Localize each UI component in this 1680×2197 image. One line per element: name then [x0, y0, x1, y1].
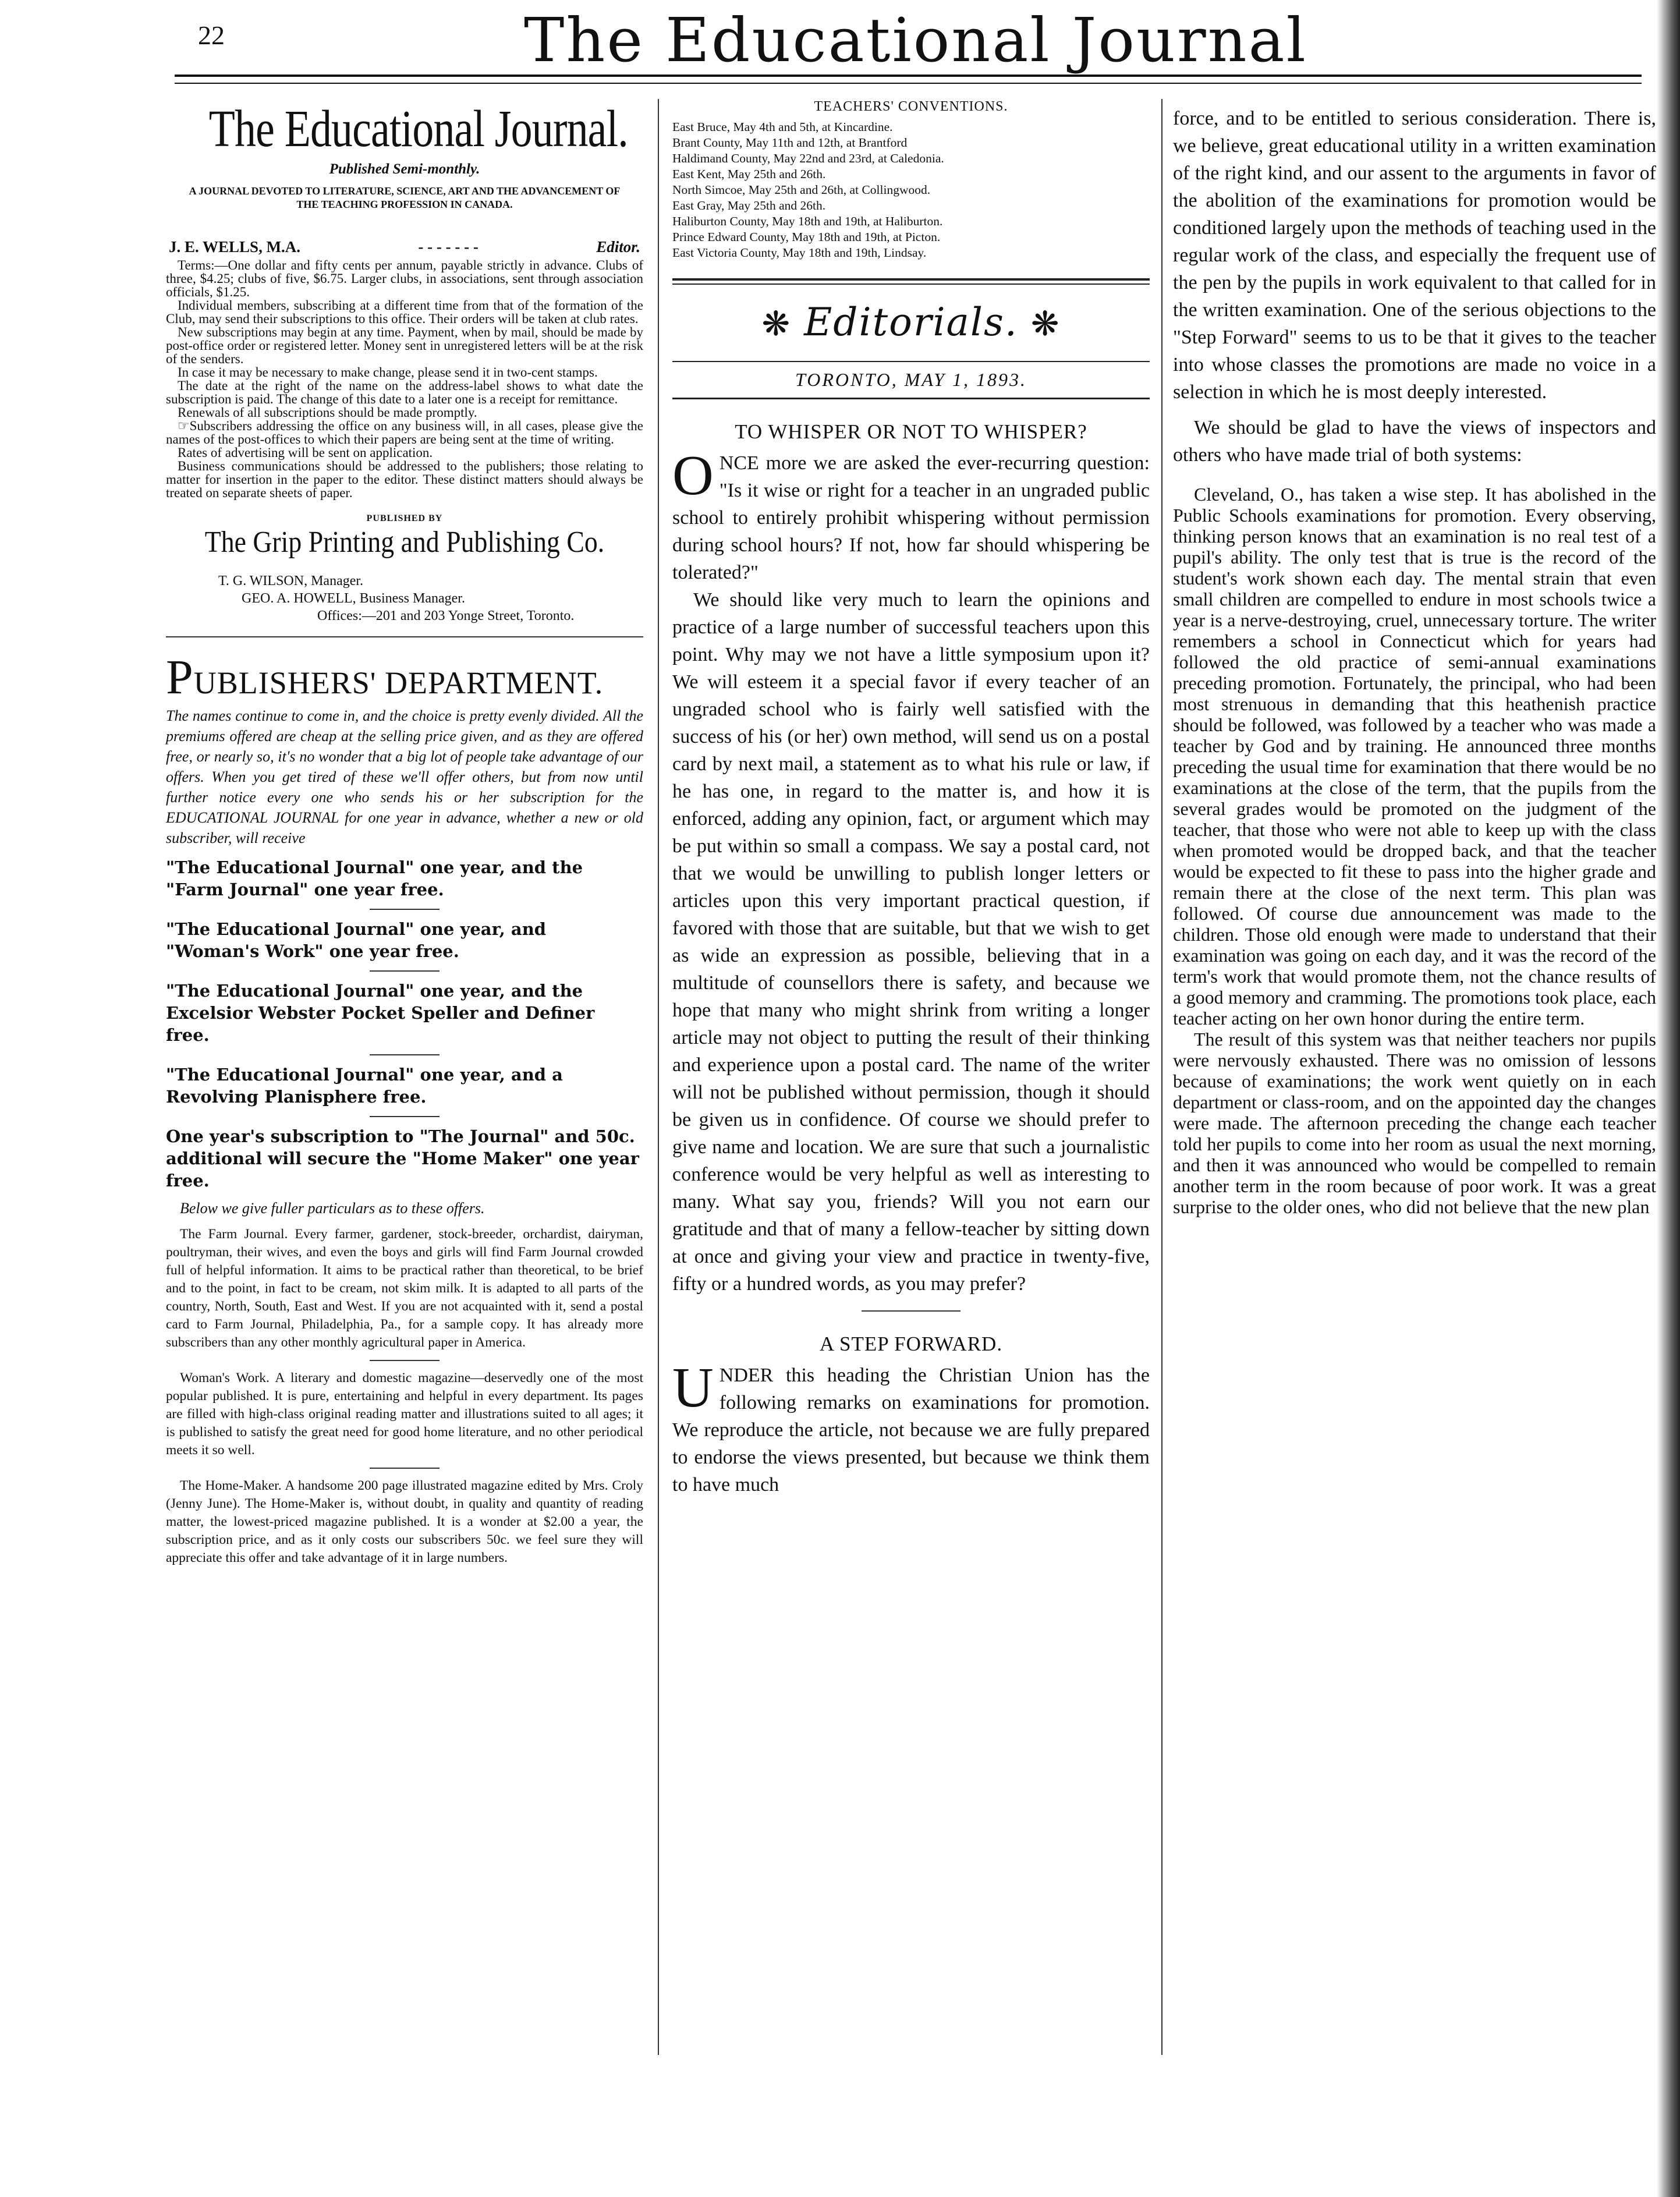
terms-block [166, 258, 643, 499]
offer-item: "The Educational Journal" one year, and the Excelsior Webster Pocket Speller and Definer free. [166, 981, 595, 1045]
editor-dots: - - - - - - - [418, 238, 479, 256]
section-divider [166, 636, 643, 637]
header-rule-thin [175, 83, 1642, 84]
terms-paragraph: Individual members, subscribing at a different time from that of the formation of the Club, may send their subscriptions to this office. Their orders will be taken at club rates. [166, 298, 643, 326]
editor-name: J. E. WELLS, M.A. [169, 238, 301, 256]
article-body [1173, 105, 1656, 469]
offer-item: "The Educational Journal" one year, and a Revolving Planisphere free. [166, 1065, 563, 1107]
article-paragraph: NDER this heading the Christian Union has the following remarks on examinations for promotion. We reproduce the article, not because we are fully prepared to endorse the views presented, but because we think them to have much [672, 1365, 1150, 1496]
rule [672, 398, 1150, 399]
offices-line: Offices:—201 and 203 Yonge Street, Toronto. [317, 608, 575, 623]
home-maker-paragraph: The Home-Maker. A handsome 200 page illustrated magazine edited by Mrs. Croly (Jenny June). The Home-Maker is, without doubt, in quality and quantity of reading matter, the lowest-priced magazine published. It is a wonder at $2.00 a year, the subscription price, and as it only costs our subscribers 50c. we feel sure they will appreciate this offer and take advantage of it in large numbers. [166, 1478, 643, 1565]
list-item: East Kent, May 25th and 26th. [672, 167, 826, 181]
article-title: TO WHISPER OR NOT TO WHISPER? [735, 420, 1087, 443]
column-1 [166, 99, 643, 1567]
department-intro: The names continue to come in, and the choice is pretty evenly divided. All the premiums offered are cheap at the selling price given, and as they are offered free, or nearly so, it's no wonder that a big lot of people take advantage of our offers. When you get tired of these we'll offer others, but from now until further notice every one who sends his or her subscription for the EDUCATIONAL JOURNAL for one year in advance, whether a new or old subscriber, will receive [166, 707, 643, 846]
list-item: Prince Edward County, May 18th and 19th, at Picton. [672, 230, 941, 244]
page-number: 22 [198, 20, 225, 50]
quoted-paragraph: Cleveland, O., has taken a wise step. It has abolished in the Public Schools examinations for promotion. Every observing, thinking person knows that an examination is no real test of a pupil's ability. The only test that is true is the record of the student's work shown each day. The mental strain that even small children are compelled to endure in most schools twice a year is a nerve-destroying, cruel, unnecessary torture. The writer remembers a school in Connecticut which for years had followed the old practice of semi-annual examinations preceding promotion. Fortunately, the principal, who had been most strenuous in demanding that this heathenish practice should be followed, was followed by a teacher who was made a teacher by God and by training. He announced three months preceding the usual time for examination that there would be no examinations at the close of the term, that the pupils from the several grades would be promoted on the judgment of the teacher, that those who were not able to keep up with the class when promoted would be dropped back, and that the teacher would be expected to fit these to pass into the higher grade and remain there at the close of the next term. This plan was followed. Of course due announcement was made to the children. Those old enough were made to understand that their examination was going on each day, and it was the record of the term's work that would promote them, not the chance results of a good memory and cramming. The promotions took place, each teacher acting on her own honor during the entire term. [1173, 484, 1656, 1029]
list-item: East Bruce, May 4th and 5th, at Kincardine. [672, 120, 893, 134]
terms-paragraph: Rates of advertising will be sent on application. [178, 445, 433, 460]
heading-rest: UBLISHERS' DEPARTMENT. [193, 665, 604, 700]
terms-paragraph: ☞Subscribers addressing the office on any business will, in all cases, please give the names of the post-offices to which their papers are being sent at the time of writing. [166, 419, 643, 447]
article-title: A STEP FORWARD. [819, 1333, 1003, 1355]
article-body [672, 1356, 1150, 1498]
publisher-name: The Grip Printing and Publishing Co. [204, 526, 605, 559]
article-paragraph: We should like very much to learn the opinions and practice of a large number of successful teachers upon this point. Why may we not have a little symposium upon it? We will esteem it a special favor if every teacher of an ungraded school who is fairly well satisfied with the success of his (or her) own method, will send us on a postal card by next mail, a statement as to what his rule or law, if he has one, in regard to the matter is, and how it is enforced, adding any opinion, fact, or argument which may be put within so small a compass. We say a postal card, not that we would be unwilling to publish longer letters or articles upon this very important practical question, if favored with those that are suitable, but that we wish to get as wide an expression as possible, believing that in a multitude of counsellors there is safety, and because we hope that many who might shrink from writing a longer article may not object to putting the result of their thinking and experience upon a postal card. The name of the writer will not be published without permission, though it should be given us in confidence. Of course we should prefer to give name and location. We are sure that such a journalistic conference would be very helpful as well as interesting to many. What say you, friends? Will you not earn our gratitude and that of many a fellow-teacher by sitting down at once and giving your view and practice in twenty-five, fifty or a hundred words, as you may prefer? [672, 589, 1150, 1295]
column-rule-1 [658, 99, 659, 2055]
conventions-title: TEACHERS' CONVENTIONS. [814, 99, 1008, 114]
article-paragraph: We should be glad to have the views of inspectors and others who have made trial of both systems: [1173, 417, 1656, 466]
offer-item: "The Educational Journal" one year, and "Woman's Work" one year free. [166, 919, 547, 961]
ornament-icon: ❋ [761, 304, 792, 343]
farm-journal-paragraph: The Farm Journal. Every farmer, gardener, stock-breeder, orchardist, dairyman, poultryman, their wives, and even the boys and girls will find Farm Journal crowded full of helpful information. It aims to be practical rather than theoretical, to be brief and to the point, in fact to be cream, not skim milk. It is adapted to all parts of the country, North, South, East and West. If you are not acquainted with it, send a postal card to Farm Journal, Philadelphia, Pa., for a sample copy. It has already more subscribers than any other monthly agricultural paper in America. [166, 1227, 643, 1350]
page-edge [1657, 0, 1680, 2197]
article-paragraph: NCE more we are asked the ever-recurring question: "Is it wise or right for a teacher in an ungraded public school to entirely prohibit whispering without permission during school hours? If not, how far should whispering be tolerated?" [672, 452, 1150, 583]
list-item: Haldimand County, May 22nd and 23rd, at Caledonia. [672, 151, 944, 165]
manager-line: T. G. WILSON, Manager. [218, 573, 364, 589]
masthead: The Educational Journal [524, 5, 1307, 76]
editor-line [169, 238, 640, 256]
offer-item: "The Educational Journal" one year, and the "Farm Journal" one year free. [166, 857, 583, 899]
offer-item: One year's subscription to "The Journal" and 50c. additional will secure the "Home Maker" one year free. [166, 1126, 639, 1190]
fuller-particulars: Below we give fuller particulars as to these offers. [180, 1200, 485, 1217]
terms-paragraph: New subscriptions may begin at any time. Payment, when by mail, should be made by post-office order or registered letter. Money sent in unregistered letters will be at the risk of the senders. [166, 325, 643, 366]
paragraph-divider [370, 1360, 440, 1361]
editor-role: Editor. [596, 238, 640, 256]
drop-initial: O [672, 444, 714, 507]
published-by: PUBLISHED BY [366, 513, 443, 523]
conventions-list [672, 119, 1150, 261]
article-body [672, 444, 1150, 1298]
offer-divider [370, 909, 440, 910]
header-rule [175, 75, 1642, 77]
list-item: East Victoria County, May 18th and 19th, Lindsay. [672, 246, 927, 260]
dateline: TORONTO, MAY 1, 1893. [795, 369, 1027, 390]
list-item: East Gray, May 25th and 26th. [672, 199, 826, 212]
published-line: Published Semi-monthly. [329, 161, 480, 177]
article-divider [862, 1310, 960, 1312]
rule [672, 361, 1150, 362]
quoted-paragraph: The result of this system was that neither teachers nor pupils were nervously exhausted. There was no omission of lessons because of examinations; the work went quietly on in each department or class-room, and on the appointed day the changes were made. The afternoon preceding the change each teacher told her pupils to come into her room as usual the next morning, and then it was announced who would be compelled to remain another term in the room because of poor work. It was a great surprise to the older ones, who did not believe that the new plan [1173, 1029, 1656, 1217]
ornament-icon: ❋ [1030, 304, 1061, 343]
terms-paragraph: In case it may be necessary to make change, please send it in two-cent stamps. [178, 365, 598, 380]
terms-paragraph: Business communications should be addressed to the publishers; those relating to matter for insertion in the paper to the editor. These distinct matters should always be treated on separate sheets of paper. [166, 459, 643, 500]
paragraph-divider [370, 1468, 440, 1469]
terms-paragraph: The date at the right of the name on the address-label shows to what date the subscription is paid. The change of this date to a later one is a receipt for remittance. [166, 378, 643, 406]
double-rule [672, 278, 1150, 285]
editorials-heading [672, 300, 1150, 345]
drop-initial: U [672, 1356, 714, 1419]
column-2 [672, 99, 1150, 1498]
column-rule-2 [1161, 99, 1162, 2055]
womans-work-paragraph: Woman's Work. A literary and domestic magazine—deservedly one of the most popular published. It is pure, entertaining and helpful in every department. Its pages are filled with high-class original reading matter and illustrations suited to all ages; it is published to satisfy the great need for good home literature, and no other periodical meets it so well. [166, 1370, 643, 1458]
offer-divider [370, 1054, 440, 1055]
article-paragraph: force, and to be entitled to serious consideration. There is, we believe, great educational utility in a written examination of the right kind, and our assent to the arguments in favor of the abolition of the examinations for promotion would be conditioned largely upon the methods of teaching used in the regular work of the class, and especially the frequent use of the pen by the pupils in work equivalent to that called for in the written examination. One of the serious objections to the "Step Forward" seems to us to be that it gives to the teacher into whose classes the promotions are made no voice in a selection in which he is most deeply interested. [1173, 108, 1656, 403]
offer-divider [370, 970, 440, 972]
column-3 [1173, 105, 1656, 1217]
publishers-department-heading [166, 649, 643, 706]
offer-divider [370, 1116, 440, 1117]
terms-paragraph: Terms:—One dollar and fifty cents per annum, payable strictly in advance. Clubs of three, $4.25; clubs of five, $6.75. Larger clubs, in associations, sent through association officials, $1.25. [166, 258, 643, 299]
editorials-label: Editorials. [804, 300, 1018, 345]
quoted-article [1173, 484, 1656, 1217]
journal-title: The Educational Journal. [208, 100, 628, 158]
devoted-line: A JOURNAL DEVOTED TO LITERATURE, SCIENCE, ART AND THE ADVANCEMENT OF THE TEACHING PROFESSION IN CANADA. [189, 185, 621, 210]
list-item: Haliburton County, May 18th and 19th, at Haliburton. [672, 214, 943, 228]
list-item: Brant County, May 11th and 12th, at Brantford [672, 136, 908, 150]
list-item: North Simcoe, May 25th and 26th, at Collingwood. [672, 183, 931, 197]
terms-paragraph: Renewals of all subscriptions should be made promptly. [178, 405, 477, 420]
business-manager-line: GEO. A. HOWELL, Business Manager. [242, 591, 465, 606]
staff-block [218, 572, 643, 625]
drop-initial: P [166, 650, 194, 704]
